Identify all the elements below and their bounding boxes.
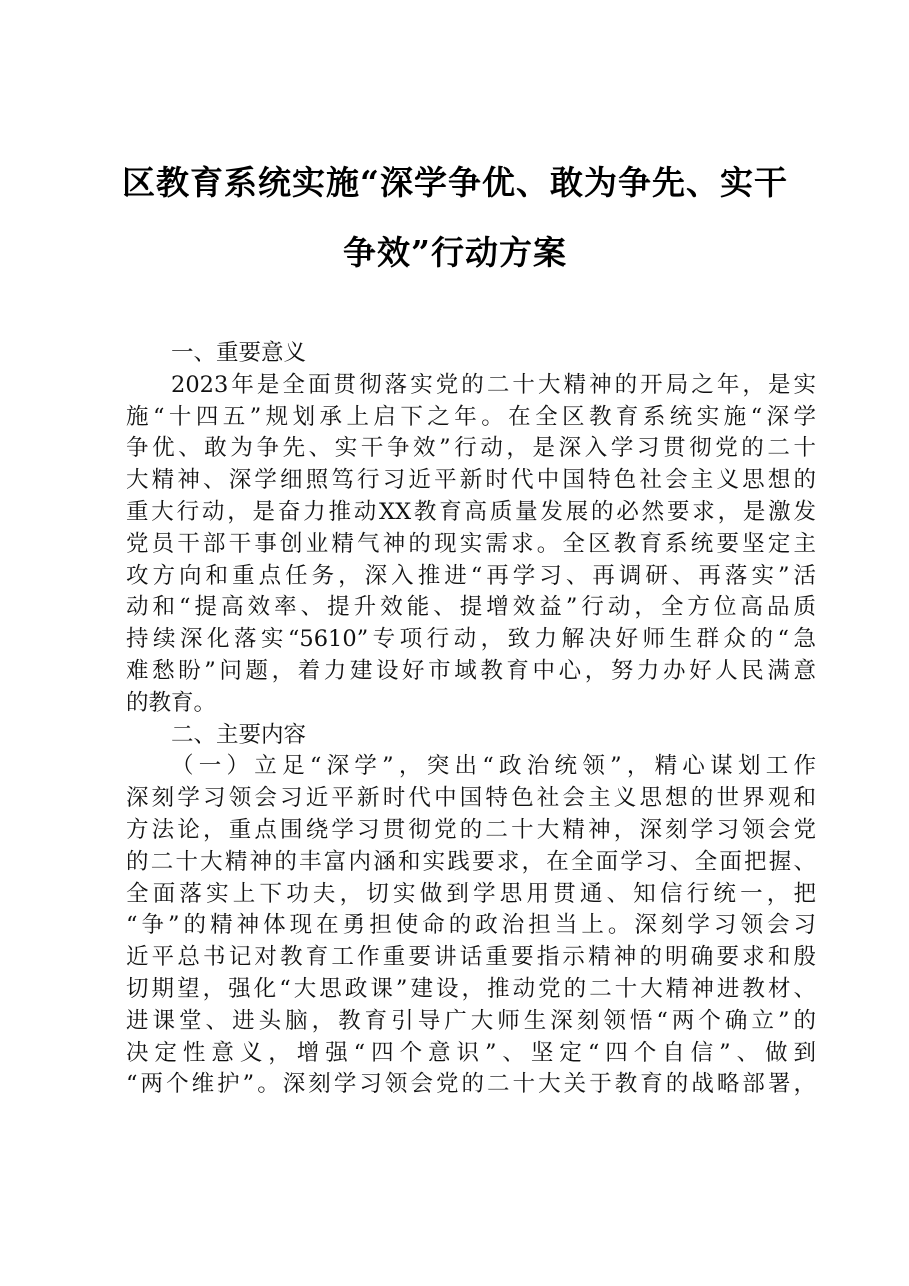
body-text-line: “两个维护”。深刻学习领会党的二十大关于教育的战略部署，	[126, 1071, 816, 1098]
body-text-line: 难愁盼”问题，着力建设好市域教育中心，努力办好人民满意	[126, 657, 816, 684]
body-text-line: 一、重要意义	[171, 340, 307, 366]
body-text-line: 大精神、深学细照笃行习近平新时代中国特色社会主义思想的	[126, 467, 816, 494]
body-text-line: （一）立足“深学”，突出“政治统领”，精心谋划工作	[171, 753, 816, 780]
body-text-line: 动和“提高效率、提升效能、提增效益”行动，全方位高品质	[126, 594, 816, 621]
body-text-line: 方法论，重点围绕学习贯彻党的二十大精神，深刻学习领会党	[126, 816, 816, 843]
body-text-line: 的教育。	[126, 689, 217, 716]
body-text-line: 进课堂、进头脑，教育引导广大师生深刻领悟“两个确立”的	[126, 1007, 816, 1034]
body-text-line: 争优、敢为争先、实干争效”行动，是深入学习贯彻党的二十	[126, 435, 816, 462]
body-text-line: 2023年是全面贯彻落实党的二十大精神的开局之年，是实	[171, 371, 816, 398]
document-body	[126, 338, 816, 1101]
body-text-line: 近平总书记对教育工作重要讲话重要指示精神的明确要求和殷	[126, 944, 816, 971]
body-text-line: 的二十大精神的丰富内涵和实践要求，在全面学习、全面把握、	[126, 848, 816, 875]
document-title-line-2: 争效”行动方案	[343, 233, 567, 272]
body-text-line: 全面落实上下功夫，切实做到学思用贯通、知信行统一，把	[126, 880, 816, 907]
body-text-line: 切期望，强化“大思政课”建设，推动党的二十大精神进教材、	[126, 975, 816, 1002]
document-title-line-1: 区教育系统实施“深学争优、敢为争先、实干	[122, 163, 788, 202]
body-text-line: 攻方向和重点任务，深入推进“再学习、再调研、再落实”活	[126, 562, 816, 589]
body-text-line: 二、主要内容	[171, 721, 307, 748]
body-text-line: 党员干部干事创业精气神的现实需求。全区教育系统要坚定主	[126, 530, 816, 557]
body-text-line: “争”的精神体现在勇担使命的政治担当上。深刻学习领会习	[126, 912, 816, 939]
body-text-line: 重大行动，是奋力推动XX教育高质量发展的必然要求，是激发	[126, 498, 816, 525]
body-text-line: 深刻学习领会习近平新时代中国特色社会主义思想的世界观和	[126, 785, 816, 812]
body-text-line: 持续深化落实“5610”专项行动，致力解决好师生群众的“急	[126, 626, 816, 653]
body-text-line: 施“十四五”规划承上启下之年。在全区教育系统实施“深学	[126, 403, 816, 430]
body-text-line: 决定性意义，增强“四个意识”、坚定“四个自信”、做到	[126, 1039, 816, 1066]
